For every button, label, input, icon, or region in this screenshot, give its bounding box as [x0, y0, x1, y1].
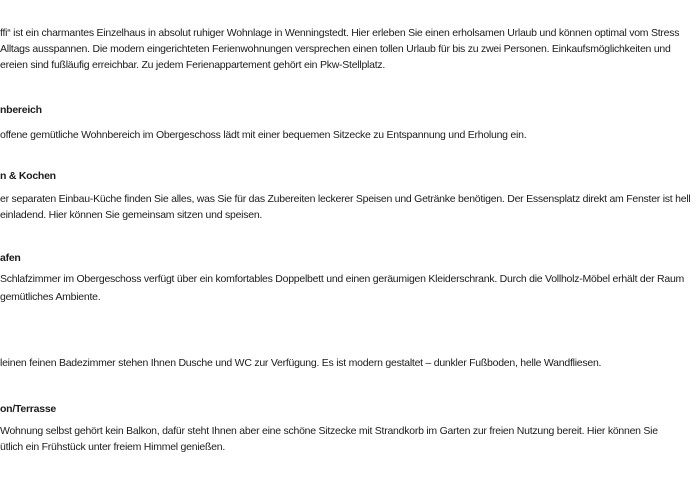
section-schlafen-line-1: Schlafzimmer im Obergeschoss verfügt über ein komfortables Doppelbett und einen geräumigen Kleiderschrank. Durch die Vollholz-Möbel erhält der Raum — [0, 273, 685, 285]
section-essen-kochen-line-2: einladend. Hier können Sie gemeinsam sitzen und speisen. — [0, 209, 263, 221]
section-heading-essen-kochen: n & Kochen — [0, 170, 56, 182]
intro-line-2: Alltags ausspannen. Die modern eingerichteten Ferienwohnungen versprechen einen tollen Urlaub für bis zu zwei Personen. Einkaufsmöglichkeiten und — [0, 43, 671, 55]
section-balkon-terrasse-line-1: Wohnung selbst gehört kein Balkon, dafür steht Ihnen aber eine schöne Sitzecke mit Strandkorb im Garten zur freien Nutzung bereit. Hier können Sie — [0, 425, 658, 437]
section-badezimmer-line-1: leinen feinen Badezimmer stehen Ihnen Dusche und WC zur Verfügung. Es ist modern gestaltet – dunkler Fußboden, helle Wandfliesen. — [0, 357, 602, 369]
section-heading-wohnbereich: nbereich — [0, 104, 42, 116]
section-schlafen-line-2: gemütliches Ambiente. — [0, 291, 101, 303]
section-heading-balkon-terrasse: on/Terrasse — [0, 403, 56, 415]
section-balkon-terrasse-line-2: ütlich ein Frühstück unter freiem Himmel genießen. — [0, 441, 226, 453]
section-essen-kochen-line-1: er separaten Einbau-Küche finden Sie alles, was Sie für das Zubereiten leckerer Speisen und Getränke benötigen. Der Essensplatz direkt am Fenster ist hell — [0, 193, 691, 205]
intro-line-3: ereien sind fußläufig erreichbar. Zu jedem Ferienappartement gehört ein Pkw-Stellplatz. — [0, 59, 386, 71]
section-wohnbereich-line-1: offene gemütliche Wohnbereich im Obergeschoss lädt mit einer bequemen Sitzecke zu Entspannung und Erholung ein. — [0, 129, 527, 141]
intro-line-1: ffi“ ist ein charmantes Einzelhaus in absolut ruhiger Wohnlage in Wenningstedt. Hier erleben Sie einen erholsamen Urlaub und können optimal vom Stress — [0, 27, 680, 39]
section-heading-schlafen: afen — [0, 252, 21, 264]
